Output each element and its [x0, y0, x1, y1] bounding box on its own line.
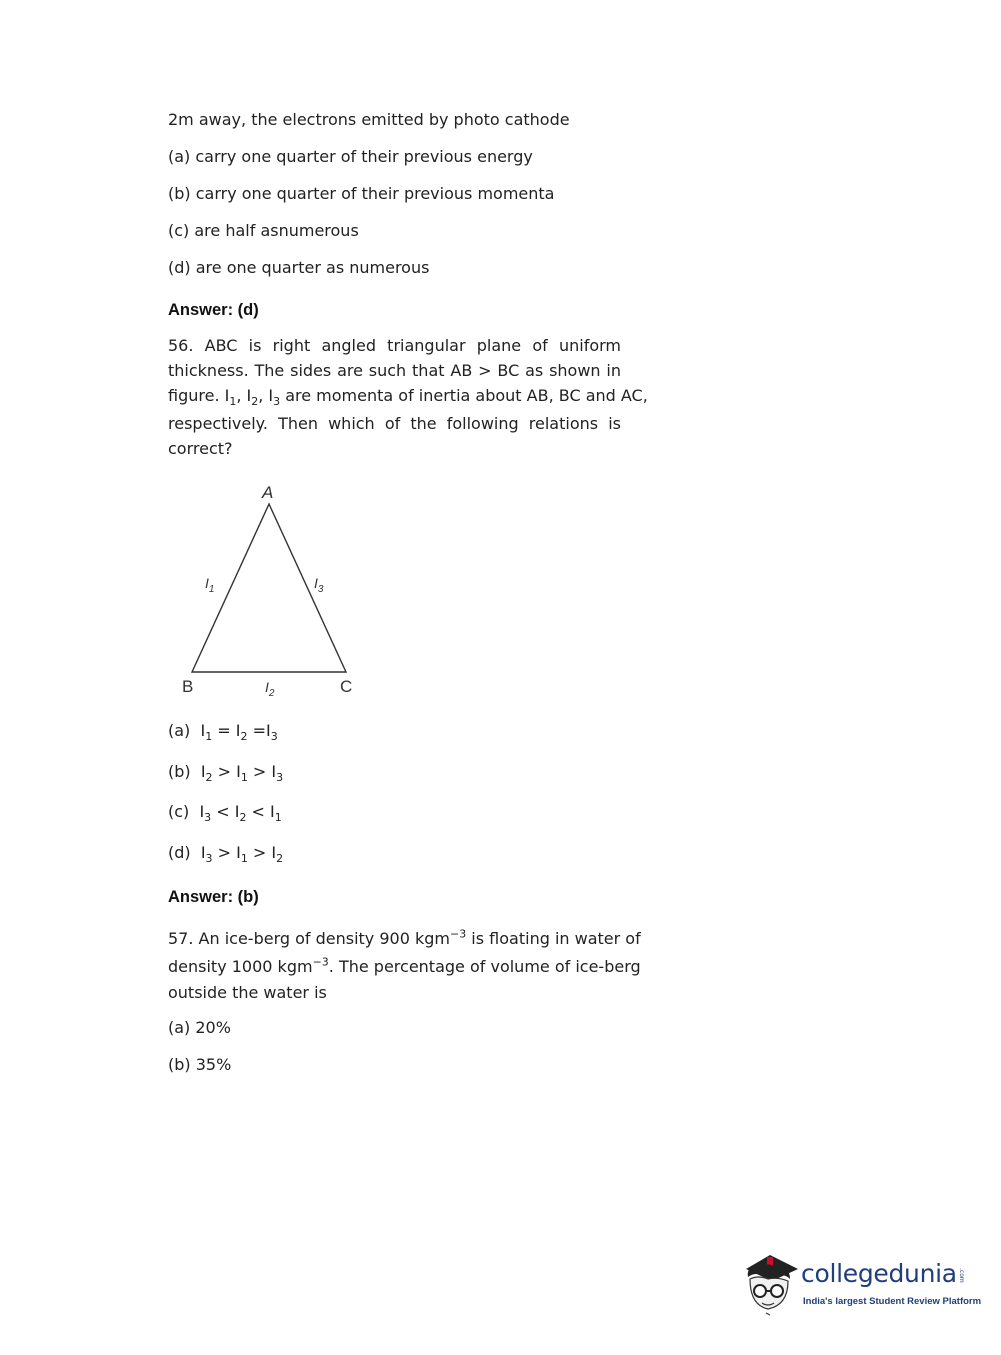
q55-continuation: 2m away, the electrons emitted by photo cathode	[168, 110, 570, 129]
q55-option-d: (d) are one quarter as numerous	[168, 258, 430, 277]
q56-line-5: correct?	[168, 439, 233, 458]
q56-line-3: figure. $I_1$, $I_2$, $I_3$ are momenta of inertia about AB, BC and AC,	[168, 386, 648, 409]
q56-option-a: (a) $I_1 = I_2 =I_3$	[168, 721, 278, 744]
q57-line-1: 57. An ice-berg of density 900 kgm$^{-3}$ is floating in water of	[168, 927, 641, 948]
side-bc-label: $I_2$	[265, 679, 275, 699]
side-ac-label: $I_3$	[314, 575, 324, 595]
logo-tagline: India's largest Student Review Platform	[803, 1296, 982, 1307]
q56-option-b: (b) $I_2 > I_1 > I_3$	[168, 762, 284, 785]
q55-option-b: (b) carry one quarter of their previous momenta	[168, 184, 555, 203]
q55-option-c: (c) are half asnumerous	[168, 221, 359, 240]
q56-question	[168, 333, 648, 461]
q55-answer: Answer: (d)	[168, 301, 259, 319]
q57-option-b: (b) 35%	[168, 1055, 232, 1074]
q57-option-a: (a) 20%	[168, 1018, 231, 1037]
q55-option-a: (a) carry one quarter of their previous energy	[168, 147, 533, 166]
q56-line-1: 56. ABC is right angled triangular plane of uniform	[168, 336, 621, 355]
collegedunia-wordmark: collegedunia	[801, 1259, 957, 1288]
q57-line-2: density 1000 kgm$^{-3}$. The percentage of volume of ice-berg	[168, 955, 641, 976]
q57-line-3: outside the water is	[168, 983, 327, 1002]
q56-line-2: thickness. The sides are such that AB > BC as shown in	[168, 361, 621, 380]
q56-option-d: (d) $I_3 > I_1 > I_2$	[168, 843, 284, 866]
side-ab-label: $I_1$	[205, 575, 215, 595]
q57-question	[168, 924, 641, 1005]
q56-line-4: respectively. Then which of the following relations is	[168, 414, 621, 433]
logo-com-suffix: .com	[958, 1268, 965, 1283]
vertex-a-label: A	[262, 483, 274, 502]
vertex-b-label: B	[182, 677, 194, 696]
q56-option-c: (c) $I_3 < I_2 < I_1$	[168, 802, 282, 825]
vertex-c-label: C	[340, 677, 353, 696]
triangle-figure	[168, 476, 378, 706]
q56-answer: Answer: (b)	[168, 888, 259, 906]
